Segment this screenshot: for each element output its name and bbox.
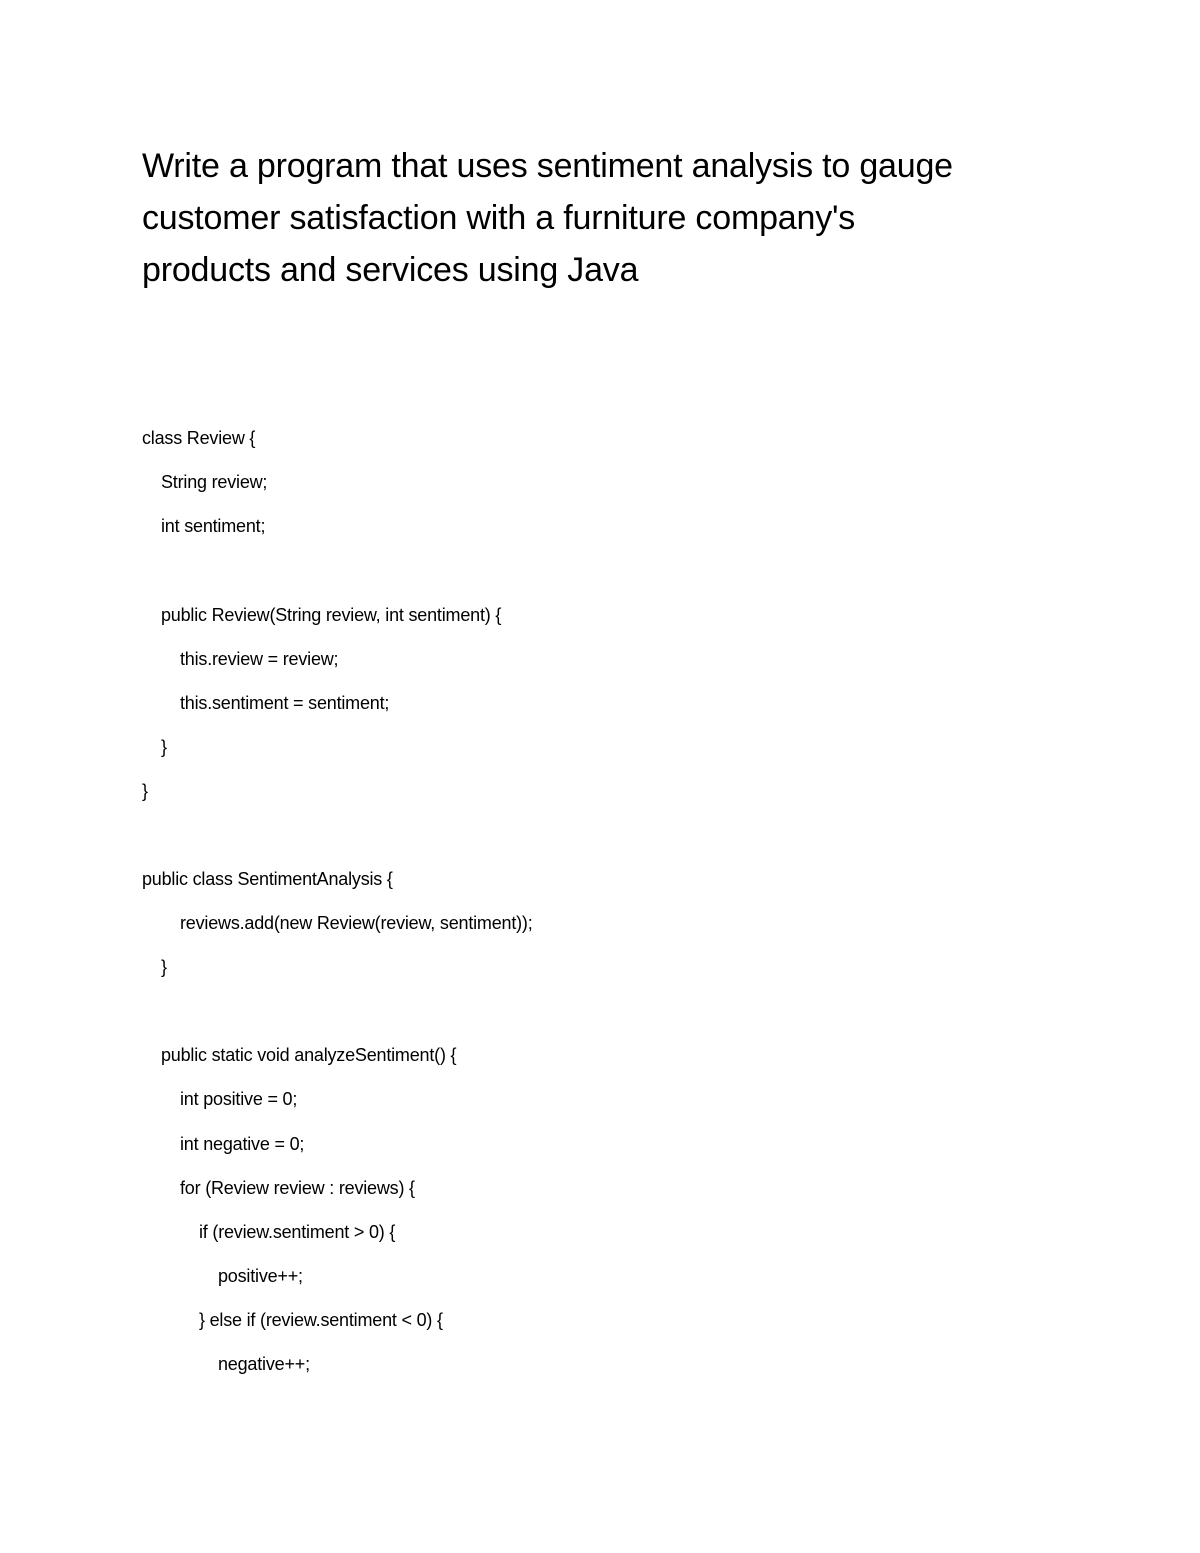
code-line: this.review = review; [180, 649, 339, 669]
code-line: int negative = 0; [180, 1134, 305, 1154]
code-line: if (review.sentiment > 0) { [199, 1222, 396, 1242]
code-line: } [142, 781, 148, 801]
title-line: customer satisfaction with a furniture company's [142, 199, 856, 237]
code-line: positive++; [218, 1266, 303, 1286]
title-line: Write a program that uses sentiment analysis to gauge [142, 147, 953, 185]
code-line: this.sentiment = sentiment; [180, 693, 390, 713]
code-line: } else if (review.sentiment < 0) { [199, 1310, 443, 1330]
code-line: reviews.add(new Review(review, sentiment)); [180, 913, 533, 933]
code-line: public Review(String review, int sentiment) { [161, 605, 502, 625]
code-line: String review; [161, 472, 268, 492]
code-line: } [161, 957, 167, 977]
page-title [142, 140, 1042, 296]
code-line: negative++; [218, 1354, 310, 1374]
code-line: } [161, 737, 167, 757]
code-line: public class SentimentAnalysis { [142, 869, 393, 889]
code-line: class Review { [142, 428, 256, 448]
code-line: public static void analyzeSentiment() { [161, 1045, 457, 1065]
title-line: products and services using Java [142, 251, 639, 289]
code-line: for (Review review : reviews) { [180, 1178, 415, 1198]
code-line: int sentiment; [161, 516, 266, 536]
code-line: int positive = 0; [180, 1089, 298, 1109]
